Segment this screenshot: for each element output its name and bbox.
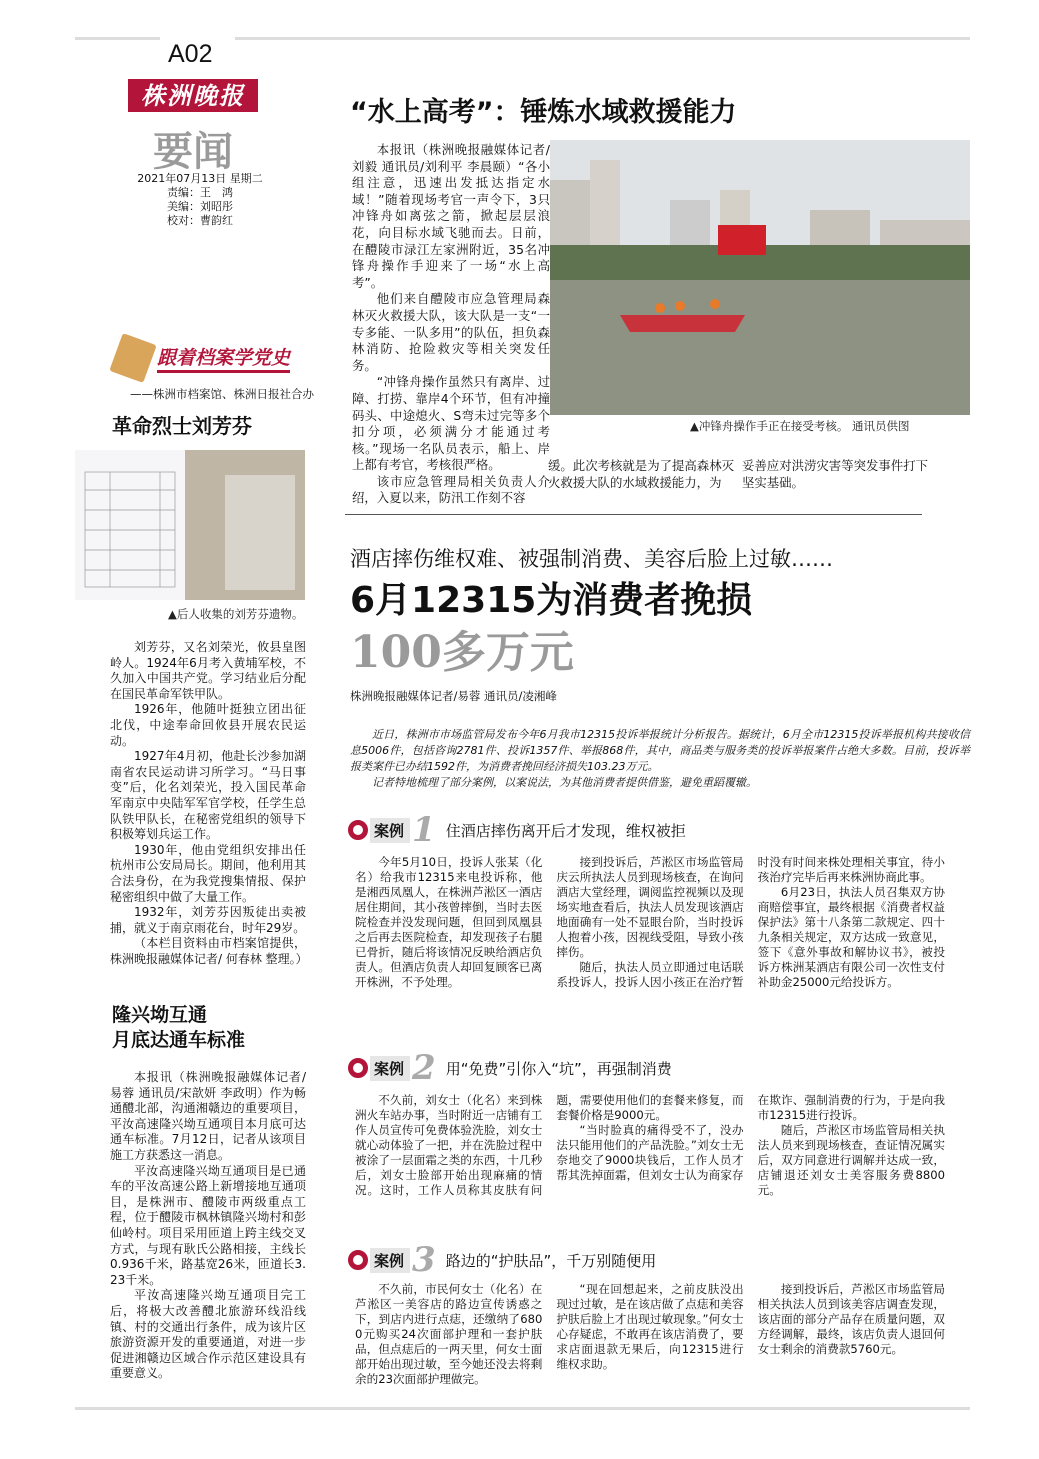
story-body bbox=[110, 640, 306, 967]
paragraph: 1927年4月初，他赴长沙参加湖南省农民运动讲习所学习。“马日事变”后，化名刘荣光，投入国民革命军南京中央陆军军官学校，任学生总队铁甲队长，在秘密党组织的领导下积极筹划兵运工作。 bbox=[110, 749, 306, 842]
paragraph: 1930年，他由党组织安排出任杭州市公安局局长。期间，他利用其合法身份，在为我党搜集情报、保护秘密组织中做了大量工作。 bbox=[110, 842, 306, 904]
paragraph: 不久前，刘女士（化名）来到株洲火车站办事，当时附近一店铺有工作人员宣传可免费体验洗脸，刘女士就心动体验了一把，并在洗脸过程中被涂了一层面霜之类的东西，十几秒后，刘女士脸部开始出现麻痛的情况。这时，工作人员称其皮肤有问题，需要使用他们的套餐来修复，而套餐价格是9000元。 bbox=[355, 1093, 744, 1197]
story-title: 革命烈士刘芳芬 bbox=[112, 414, 252, 438]
main-title-highlight: 100多万元 bbox=[350, 627, 574, 678]
kicker: 酒店摔伤维权难、被强制消费、美容后脸上过敏…… bbox=[350, 547, 833, 571]
proofreader: 校对：曹韵红 bbox=[167, 214, 233, 227]
section-title: 要闻 bbox=[153, 128, 233, 175]
editor: 责编：王 鸿 bbox=[167, 186, 233, 199]
paragraph: 随后，芦淞区市场监管局相关执法人员来到现场核查，查证情况属实后，双方同意进行调解并达成一致，店铺退还刘女士美容服务费8800元。 bbox=[757, 1123, 945, 1197]
case-title: 用“免费”引你入“坑”，再强制消费 bbox=[445, 1059, 672, 1078]
story-body bbox=[110, 1070, 306, 1382]
relics-photo bbox=[75, 450, 305, 600]
paragraph: 他们来自醴陵市应急管理局森林灭火救援大队，该大队是一支“一专多能、一队多用”的队伍，担负森林消防、抢险救灾等相关突发任务。 bbox=[352, 291, 550, 373]
paragraph: 近日，株洲市市场监管局发布今年6月我市12315投诉举报统计分析报告。据统计，6月全市12315投诉举报机构共接收信息5006件，包括咨询2781件、投诉1357件、举报868件，其中，商品类与服务类的投诉举报案件占绝大多数。目前，投诉举报类案件已办结1592件，为消费者挽回经济损失103.23万元。 bbox=[350, 728, 970, 773]
circle-icon bbox=[348, 820, 368, 840]
paragraph: “冲锋舟操作虽然只有离岸、过障、打捞、靠岸4个环节，但有冲撞码头、中途熄火、S弯未过完等多个扣分项，必须满分才能通过考核。”现场一名队员表示，船上、岸上都有考官，考核很严格。 bbox=[352, 374, 550, 473]
paragraph: 平汝高速隆兴坳互通项目完工后，将极大改善醴北旅游环线沿线镇、村的交通出行条件，成为该片区旅游资源开发的重要通道，对进一步促进湘赣边区域合作示范区建设具有重要意义。 bbox=[110, 1288, 306, 1381]
case-number: 2 bbox=[412, 1048, 436, 1088]
case-header-1 bbox=[348, 810, 686, 850]
paragraph: 本报讯（株洲晚报融媒体记者/刘毅 通讯员/刘利平 李晨颐）“各小组注意，迅速出发抵达指定水域！”随着现场考官一声令下，3只冲锋舟如离弦之箭，掀起层层浪花，向目标水域飞驰而去。日前，在醴陵市渌江左家洲附近，35名冲锋舟操作手迎来了一场“水上高考”。 bbox=[352, 142, 550, 290]
paragraph: 不久前，市民何女士（化名）在芦淞区一美容店的路边宣传诱惑之下，到店内进行点痣，还缴纳了6800元购买24次面部护理和一套护肤品，但点痣后的一两天里，何女士面部开始出现过敏，至今她还没去将剩余的23次面部护理做完。 bbox=[355, 1282, 543, 1386]
top-rule-left bbox=[75, 37, 160, 40]
case-body-3 bbox=[355, 1282, 945, 1387]
paragraph-continued: 妥善应对洪涝灾害等突发事件打下坚实基础。 bbox=[742, 458, 928, 490]
rescue-boat-photo bbox=[550, 140, 970, 415]
paragraph: （本栏目资料由市档案馆提供，株洲晚报融媒体记者/ 何春林 整理。） bbox=[110, 936, 308, 966]
issue-info bbox=[120, 172, 280, 228]
paper-logo: 株洲晚报 bbox=[128, 79, 258, 112]
byline: 株洲晚报融媒体记者/易蓉 通讯员/凌湘峰 bbox=[350, 689, 557, 703]
circle-icon bbox=[348, 1250, 368, 1270]
paragraph: 今年5月10日，投诉人张某（化名）给我市12315来电投诉称，他是湘西凤凰人，在株洲芦淞区一酒店居住期间，其小孩曾摔倒，当时去医院检查并没发现问题，但回到凤凰县之后再去医院检查，却发现孩子右腿已骨折，随后将该情况反映给酒店负责人。但酒店负责人却回复顾客已离开株洲，不予处理。 bbox=[355, 855, 543, 989]
envelope-icon bbox=[109, 333, 157, 383]
divider bbox=[345, 514, 922, 515]
case-label: 案例 bbox=[370, 818, 410, 843]
story-title bbox=[112, 1003, 245, 1053]
paragraph: 6月23日，执法人员召集双方协商赔偿事宜，最终根据《消费者权益保护法》第十八条第二款规定、四十九条相关规定，双方达成一致意见，签下《意外事故和解协议书》，被投诉方株洲某酒店有限公司一次性支付补助金25000元给投诉方。 bbox=[757, 885, 945, 989]
case-number: 3 bbox=[412, 1240, 436, 1280]
paragraph-continued: 缓。此次考核就是为了提高森林灭火救援大队的水域救援能力，为 bbox=[548, 458, 734, 490]
paragraph: “现在回想起来，之前皮肤没出现过过敏，是在该店做了点痣和美容护肤后脸上才出现过敏现象。”何女士心存疑虑，不敢再在该店消费了，要求店面退款无果后，向12315进行维权求助。 bbox=[556, 1282, 744, 1371]
co-organizers: ——株洲市档案馆、株洲日报社合办 bbox=[130, 387, 314, 401]
page-number: A02 bbox=[168, 40, 213, 68]
paragraph: 记者特地梳理了部分案例，以案说法，为其他消费者提供借鉴，避免重蹈覆辙。 bbox=[372, 776, 757, 789]
issue-date: 2021年07月13日 星期二 bbox=[137, 172, 263, 185]
top-article-body bbox=[352, 142, 550, 507]
case-body-2 bbox=[355, 1093, 945, 1198]
photo-caption: ▲后人收集的刘芳芬遗物。 bbox=[168, 607, 304, 621]
column-banner bbox=[115, 338, 290, 378]
circle-icon bbox=[348, 1058, 368, 1078]
case-header-3 bbox=[348, 1240, 657, 1280]
case-header-2 bbox=[348, 1048, 672, 1088]
paragraph: 平汝高速隆兴坳互通项目是已通车的平汝高速公路上新增接地互通项目，是株洲市、醴陵市两级重点工程，位于醴陵市枫林镇隆兴坳村和彭仙岭村。项目采用匝道上跨主线交叉方式，与现有耿氏公路相接，主线长0.936千米，路基宽26米，匝道长3.23千米。 bbox=[110, 1163, 306, 1287]
case-label: 案例 bbox=[370, 1248, 410, 1273]
title-line: 隆兴坳互通 bbox=[112, 1004, 208, 1026]
paragraph: “当时脸真的痛得受不了，没办法只能用他们的产品洗脸。”刘女士无奈地交了9000块钱后，工作人员才帮其洗掉面霜，但刘女士认为商家存在欺诈、强制消费的行为，于是向我市12315进行投诉。 bbox=[556, 1093, 945, 1182]
top-article-title: “水上高考”：锤炼水域救援能力 bbox=[350, 97, 737, 128]
paragraph: 1926年，他随叶挺独立团出征北伐，中途奉命回攸县开展农民运动。 bbox=[110, 702, 306, 748]
paragraph: 接到投诉后，芦淞区市场监管局相关执法人员到该美容店调查发现，该店面的部分产品存在质量问题，双方经调解，最终，该店负责人退回何女士剩余的消费款5760元。 bbox=[757, 1282, 945, 1356]
case-body-1 bbox=[355, 855, 945, 990]
title-line: 月底达通车标准 bbox=[112, 1029, 246, 1051]
bottom-rule bbox=[75, 1407, 970, 1410]
case-title: 路边的“护肤品”，千万别随便用 bbox=[445, 1251, 657, 1270]
paragraph: 刘芳芬，又名刘荣光，攸县皇图岭人。1924年6月考入黄埔军校，不久加入中国共产党。学习结业后分配在国民革命军铁甲队。 bbox=[110, 640, 306, 701]
top-rule-right bbox=[235, 37, 970, 40]
case-number: 1 bbox=[412, 810, 436, 850]
case-label: 案例 bbox=[370, 1056, 410, 1081]
column-banner-text: 跟着档案学党史 bbox=[157, 343, 290, 373]
paragraph: 1932年，刘芳芬因叛徒出卖被捕，就义于南京雨花台，时年29岁。 bbox=[110, 905, 306, 935]
photo-caption: ▲冲锋舟操作手正在接受考核。 通讯员供图 bbox=[690, 419, 910, 433]
paragraph: 该市应急管理局相关负责人介绍，入夏以来，防汛工作刻不容 bbox=[352, 473, 550, 506]
intro bbox=[350, 727, 970, 791]
case-title: 住酒店摔伤离开后才发现，维权被拒 bbox=[445, 821, 686, 840]
paragraph: 本报讯（株洲晚报融媒体记者/易蓉 通讯员/宋歆妍 李政明）作为畅通醴北部，沟通湘赣边的重要项目，平汝高速隆兴坳互通项目本月底可达通车标准。7月12日，记者从该项目施工方获悉这一消息。 bbox=[110, 1070, 306, 1162]
paragraph: 随后，执法人员立即通过电话联系投诉人，投诉人因小孩正在治疗暂时没有时间来株处理相关事宜，待小孩治疗完毕后再来株洲协商此事。 bbox=[556, 855, 945, 989]
main-title: 6月12315为消费者挽损 bbox=[350, 580, 753, 621]
designer: 美编：刘昭彤 bbox=[167, 200, 233, 213]
paragraph: 接到投诉后，芦淞区市场监管局庆云所执法人员到现场核查，在询问酒店大堂经理，调阅监控视频以及现场实地查看后，执法人员发现该酒店地面确有一处不显眼台阶，当时投诉人抱着小孩，因视线受阻，导致小孩摔伤。 bbox=[556, 855, 744, 959]
